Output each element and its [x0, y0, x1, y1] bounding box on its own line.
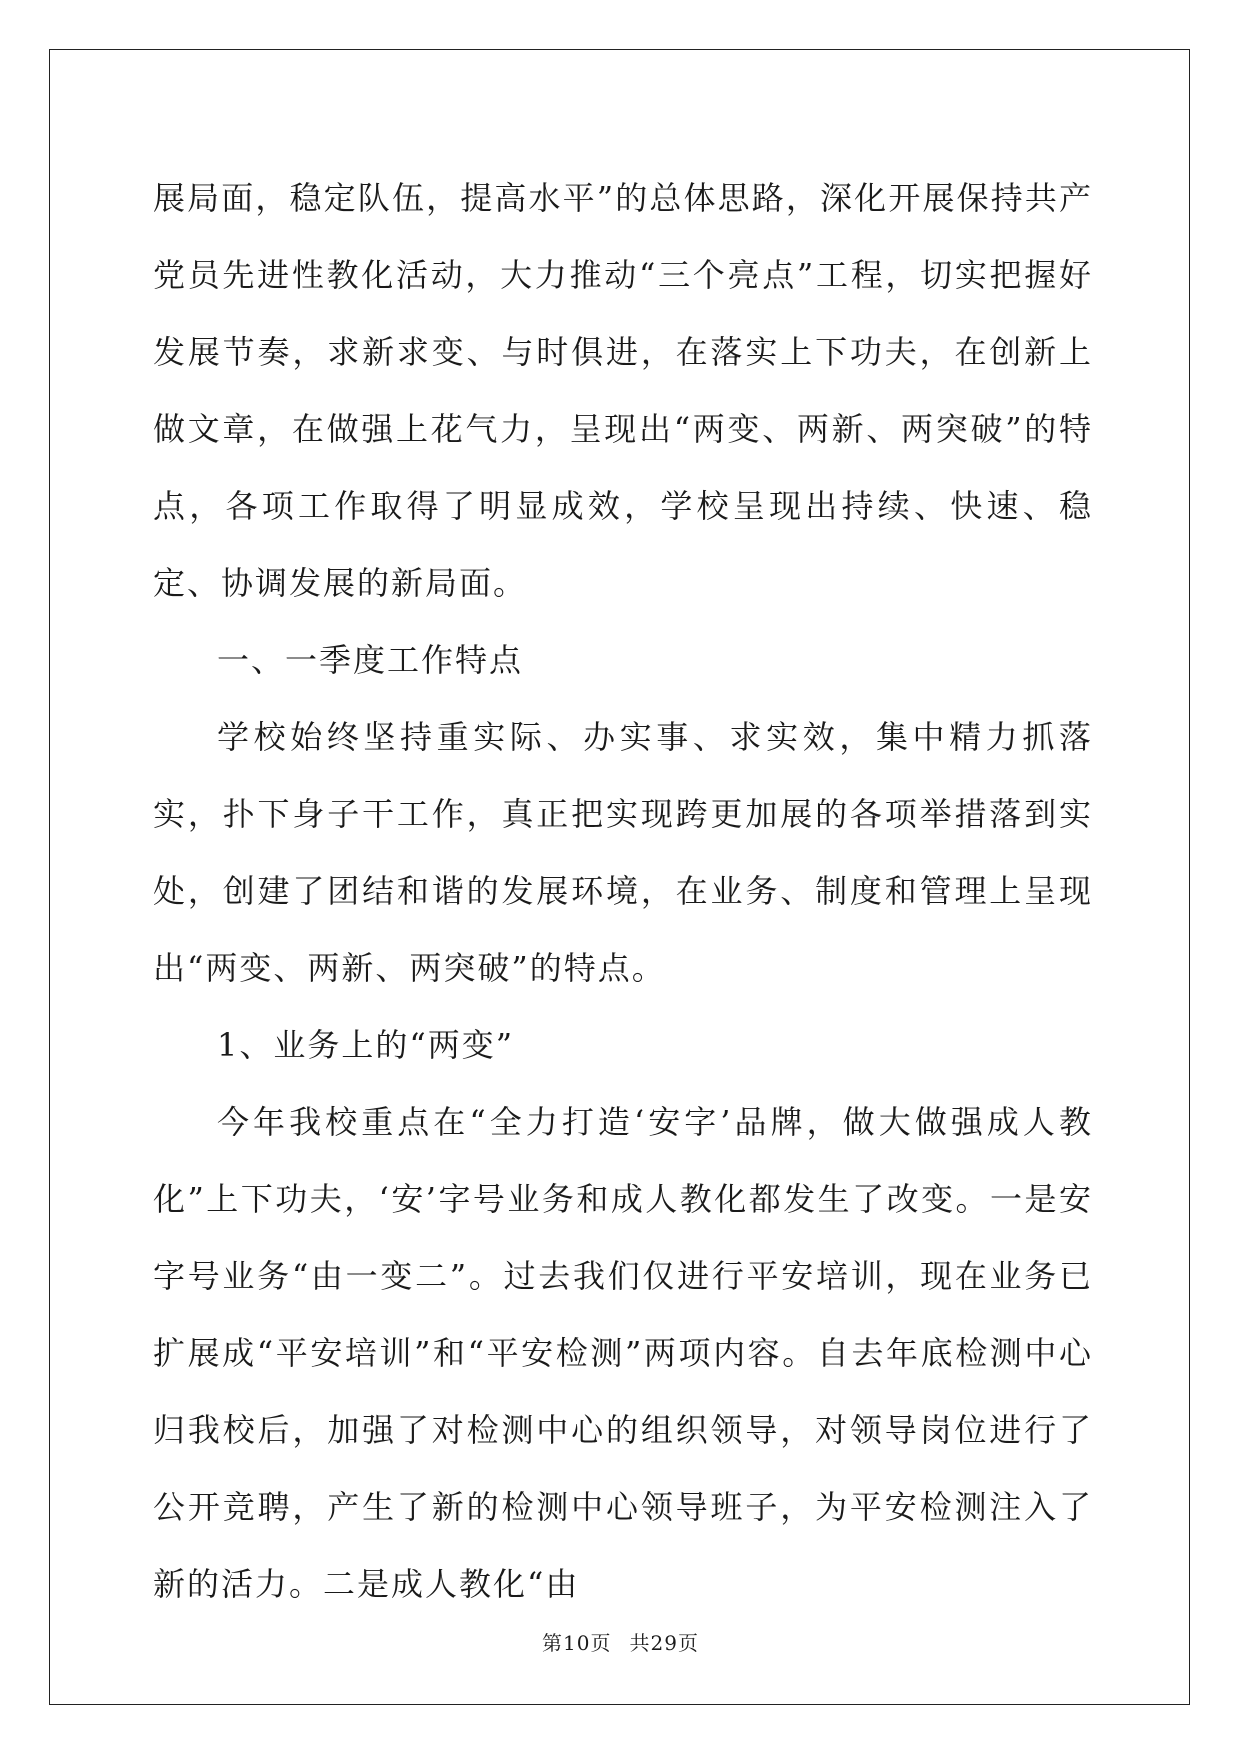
page-footer [0, 1627, 1241, 1656]
section-heading-q1-features: 一、一季度工作特点 [217, 641, 524, 679]
paragraph-intro-continuation: 展局面，稳定队伍，提高水平”的总体思路，深化开展保持共产党员先进性教化活动，大力推动“三个亮点”工程，切实把握好发展节奏，求新求变、与时俱进，在落实上下功夫，在创新上做文章，在做强上花气力，呈现出“两变、两新、两突破”的特点，各项工作取得了明显成效，学校呈现出持续、快速、稳定、协调发展的新局面。 [153, 179, 1093, 602]
page-total: 共29页 [629, 1631, 699, 1655]
paragraph-business-changes: 今年我校重点在“全力打造‘安字’品牌，做大做强成人教化”上下功夫，‘安’字号业务和成人教化都发生了改变。一是安字号业务“由一变二”。过去我们仅进行平安培训，现在业务已扩展成“平安培训”和“平安检测”两项内容。自去年底检测中心归我校后，加强了对检测中心的组织领导，对领导岗位进行了公开竞聘，产生了新的检测中心领导班子，为平安检测注入了新的活力。二是成人教化“由 [153, 1103, 1093, 1603]
page-number: 第10页 [542, 1631, 612, 1655]
subheading-business-changes: 1、业务上的“两变” [217, 1026, 515, 1064]
paragraph-q1-summary: 学校始终坚持重实际、办实事、求实效，集中精力抓落实，扑下身子干工作，真正把实现跨更加展的各项举措落到实处，创建了团结和谐的发展环境，在业务、制度和管理上呈现出“两变、两新、两突破”的特点。 [153, 718, 1093, 987]
document-body [153, 160, 1093, 1623]
